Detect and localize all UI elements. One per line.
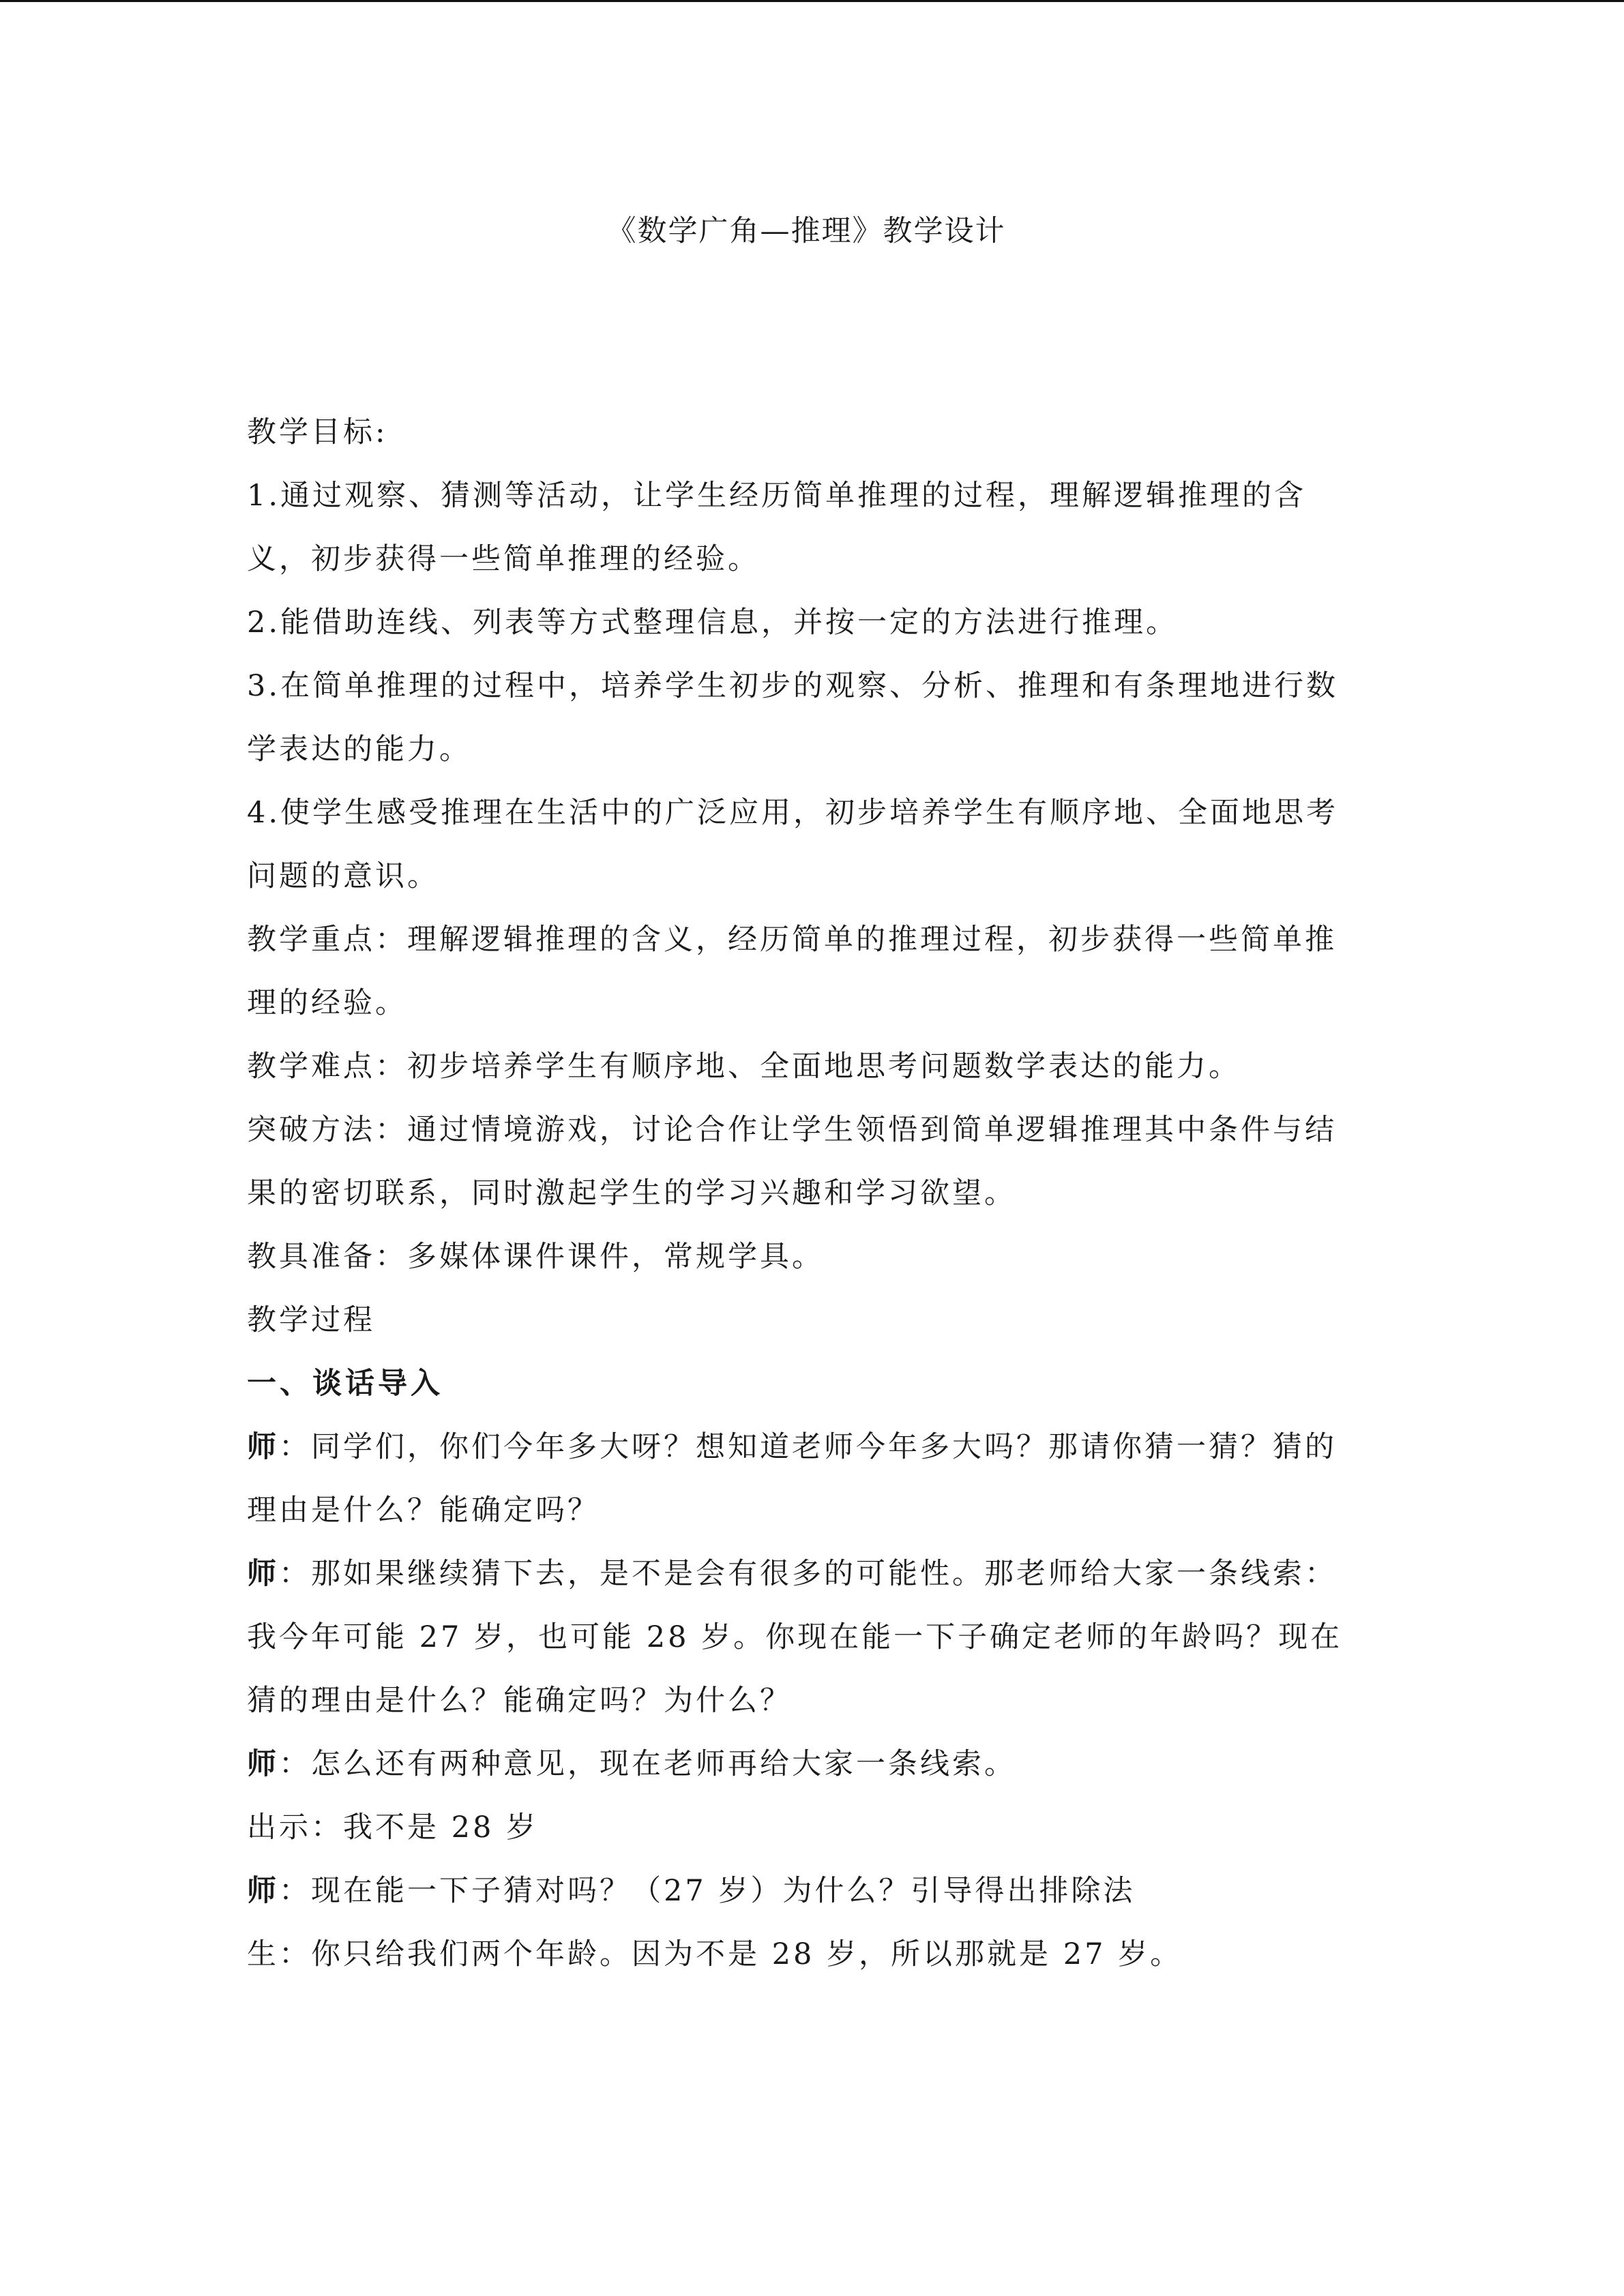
dialogue-line-2 [247,1542,1365,1733]
dialogue-text: 我不是 28 岁 [343,1810,539,1845]
objective-item-1: 1.通过观察、猜测等活动，让学生经历简单推理的过程，理解逻辑推理的含义，初步获得一些简单推理的经验。 [247,479,1307,576]
dialogue-text: 同学们，你们今年多大呀？想知道老师今年多大吗？那请你猜一猜？猜的理由是什么？能确定吗？ [247,1430,1337,1527]
process-heading: 教学过程 [247,1303,375,1337]
method-paragraph: 突破方法：通过情境游戏，讨论合作让学生领悟到简单逻辑推理其中条件与结果的密切联系，同时激起学生的学习兴趣和学习欲望。 [247,1113,1337,1210]
document-title: 《数学广角—推理》教学设计 [606,214,1006,248]
speaker-label: 出示 [247,1810,311,1845]
dialogue-text: 那如果继续猜下去，是不是会有很多的可能性。那老师给大家一条线索：我今年可能 27 岁，也可能 28 岁。你现在能一下子确定老师的年龄吗？现在猜的理由是什么？能确定吗？为什么？ [247,1557,1343,1718]
dialogue-line-3 [247,1733,1365,1796]
difficulty-paragraph: 教学难点：初步培养学生有顺序地、全面地思考问题数学表达的能力。 [247,1049,1241,1084]
dialogue-line-6 [247,1923,1365,1986]
objectives-heading: 教学目标: [247,415,388,449]
dialogue-text: 怎么还有两种意见，现在老师再给大家一条线索。 [311,1747,1016,1781]
dialogue-line-4 [247,1796,1365,1860]
dialogue-text: 你只给我们两个年龄。因为不是 28 岁，所以那就是 27 岁。 [311,1937,1183,1971]
speaker-separator: ： [311,1810,343,1845]
speaker-label: 师 [247,1747,279,1781]
key-point-paragraph: 教学重点：理解逻辑推理的含义，经历简单的推理过程，初步获得一些简单推理的经验。 [247,923,1337,1020]
document-body [247,401,1365,1986]
speaker-separator: ： [279,1874,311,1908]
speaker-separator: ： [279,1747,311,1781]
materials-paragraph: 教具准备：多媒体课件课件，常规学具。 [247,1240,824,1274]
dialogue-text: 现在能一下子猜对吗？（27 岁）为什么？引导得出排除法 [311,1874,1136,1908]
speaker-separator: ： [279,1430,311,1464]
section-one-heading: 一、谈话导入 [247,1367,443,1401]
objective-item-3: 3.在简单推理的过程中，培养学生初步的观察、分析、推理和有条理地进行数学表达的能力。 [247,669,1339,766]
dialogue-line-1 [247,1416,1365,1542]
speaker-label: 师 [247,1557,279,1591]
speaker-separator: ： [279,1937,311,1971]
top-border-line [0,0,1624,2]
objective-item-2: 2.能借助连线、列表等方式整理信息，并按一定的方法进行推理。 [247,606,1179,640]
objective-item-4: 4.使学生感受推理在生活中的广泛应用，初步培养学生有顺序地、全面地思考问题的意识。 [247,796,1339,893]
dialogue-line-5 [247,1860,1365,1923]
speaker-label: 生 [247,1937,279,1971]
speaker-separator: ： [279,1557,311,1591]
speaker-label: 师 [247,1874,279,1908]
speaker-label: 师 [247,1430,279,1464]
